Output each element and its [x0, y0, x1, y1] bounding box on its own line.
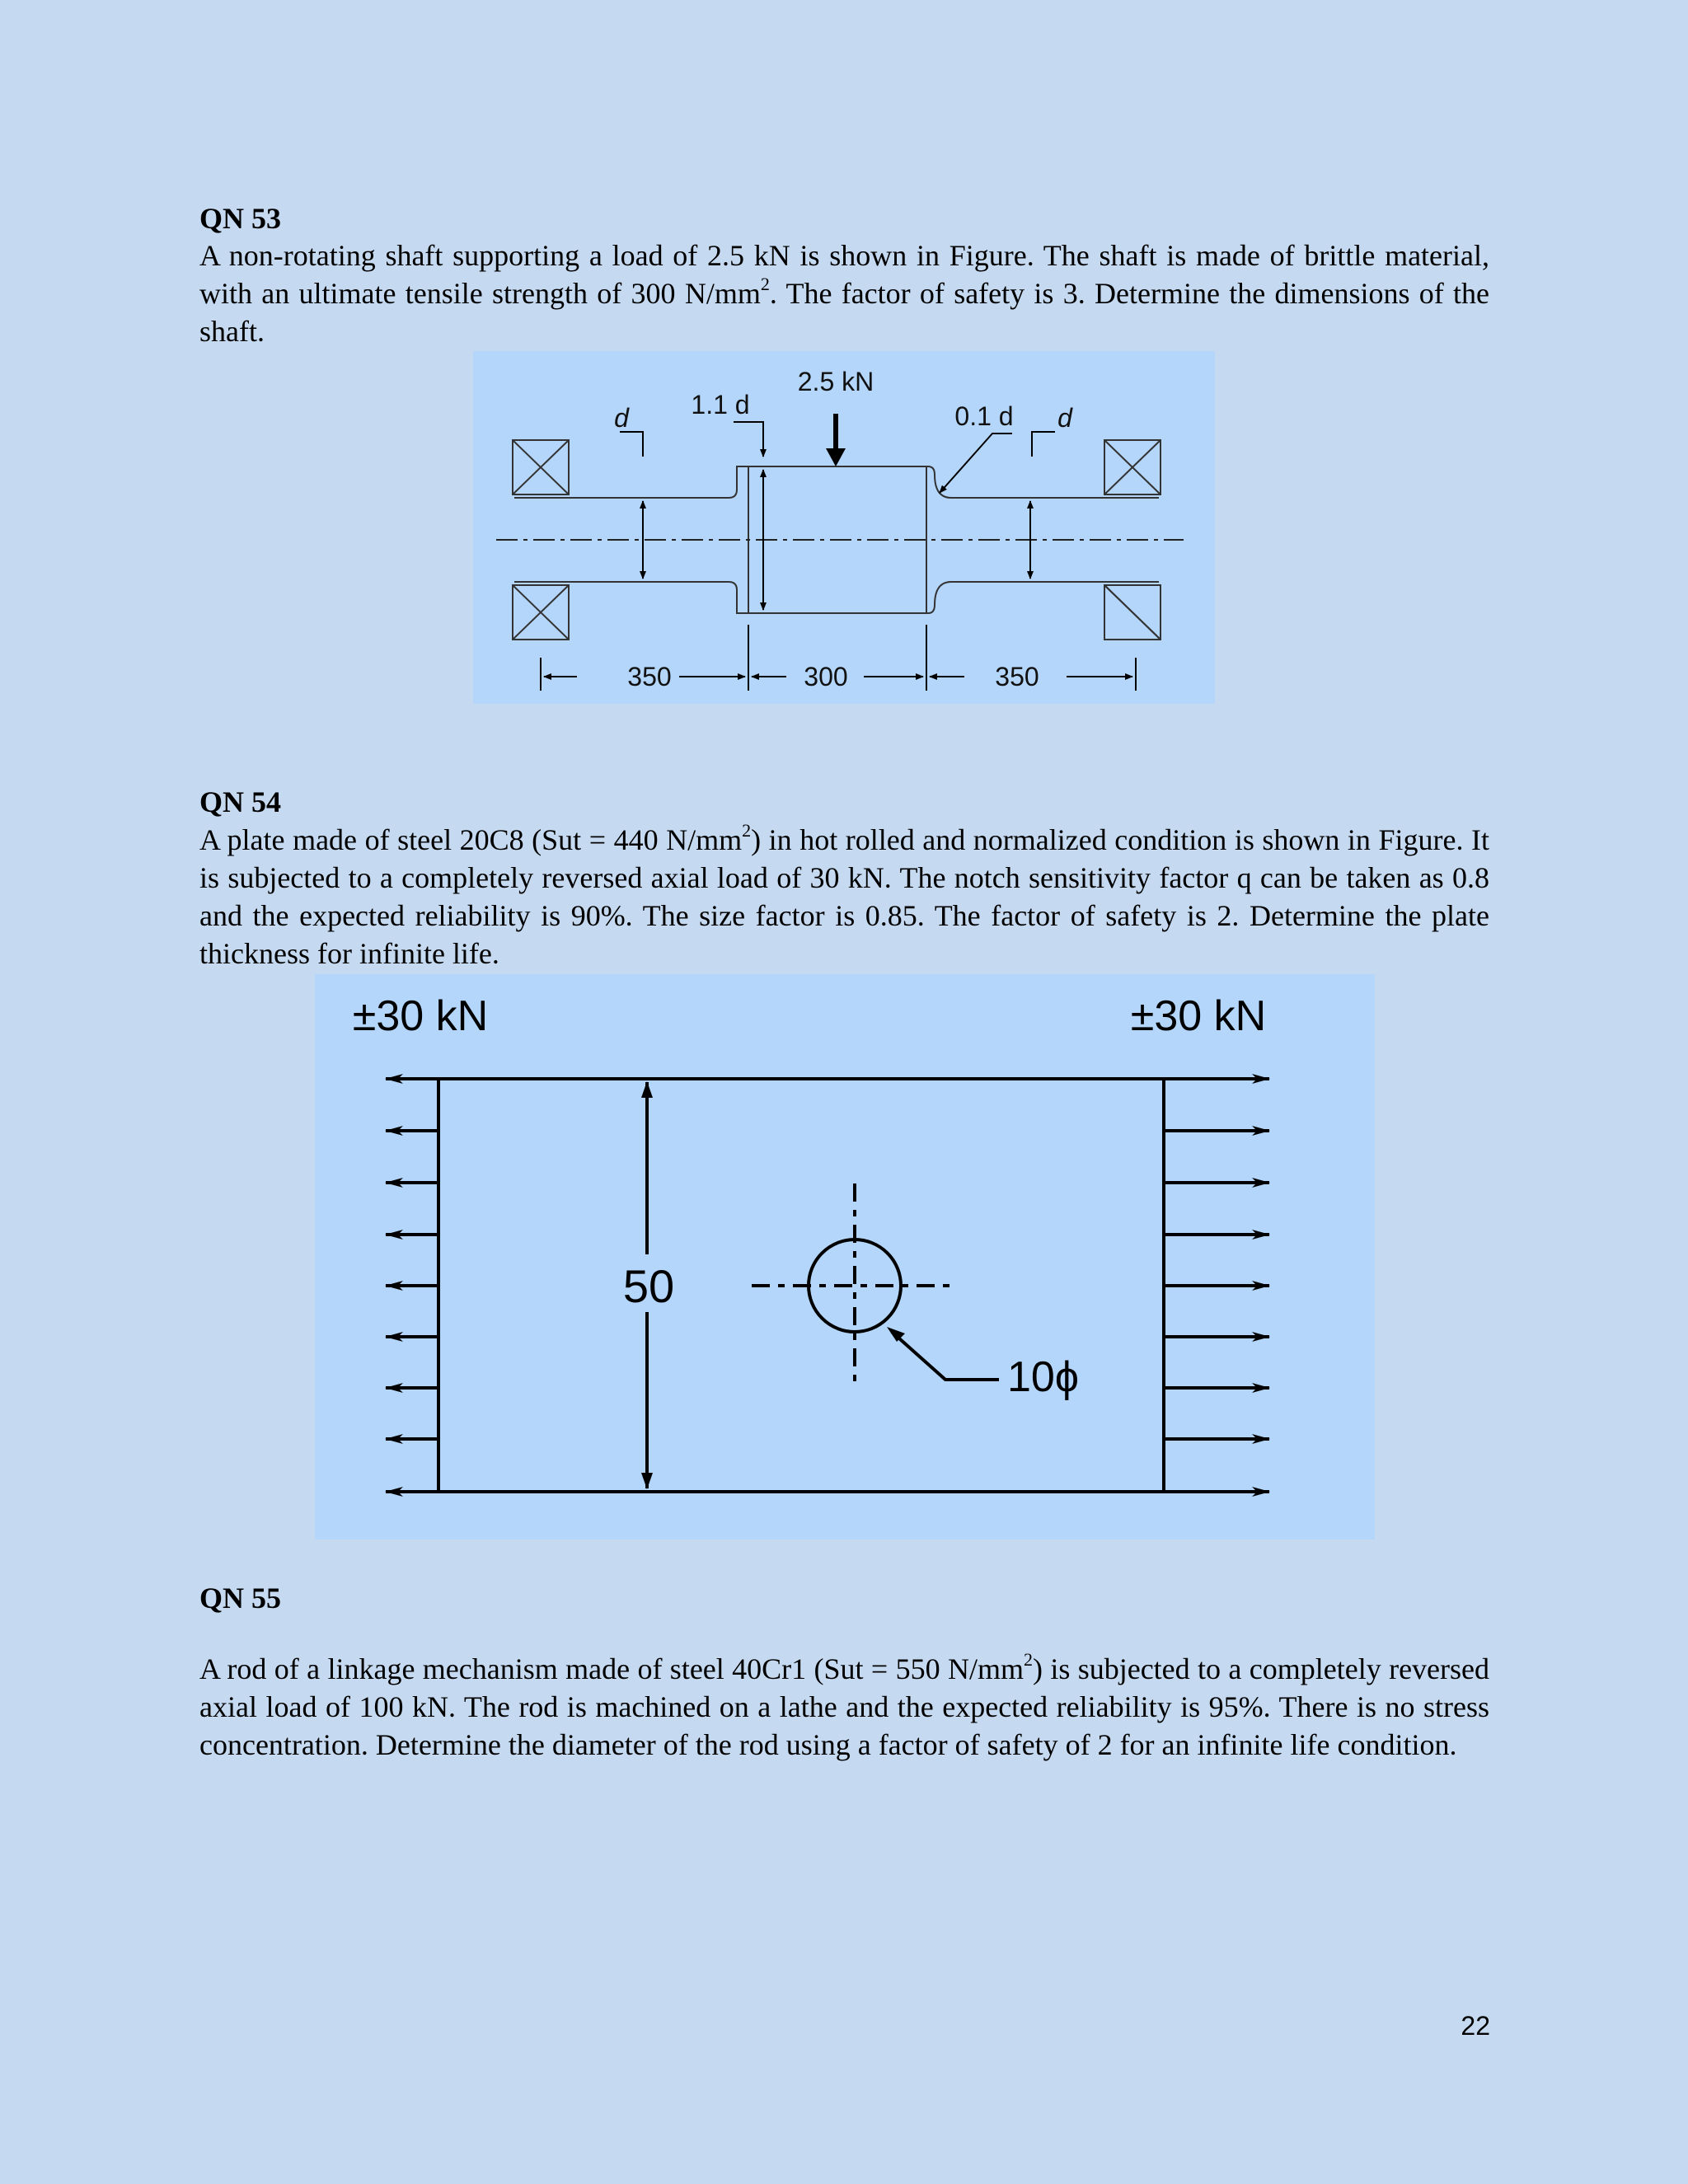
shaft-load-label: 2.5 kN: [797, 367, 874, 396]
shaft-large-dia-label: 1.1 d: [691, 390, 750, 419]
shaft-length-right: 350: [995, 662, 1039, 691]
q54-superscript: 2: [742, 820, 752, 841]
q54-text-part-b: ) in hot rolled and normalized condition is shown in Figure. It is subjected to a completely reversed axial load of 30 kN. The notch sensitivity factor q can be taken as 0.8 and the expected reliability is 90%. The size factor is 0.85. The factor of safety is 2. Determine the plate thickness for infinite life.: [199, 823, 1489, 970]
shaft-left-dia-label: d: [614, 403, 629, 433]
question-55-title: QN 55: [199, 1582, 281, 1615]
plate-load-right-label: ±30 kN: [1130, 992, 1267, 1040]
plate-width-label: 50: [622, 1260, 675, 1312]
q55-superscript: 2: [1023, 1649, 1033, 1670]
shaft-length-middle: 300: [804, 662, 848, 691]
plate-figure: [315, 974, 1375, 1540]
page-number: 22: [1461, 2011, 1490, 2041]
q55-text-part-b: ) is subjected to a completely reversed axial load of 100 kN. The rod is machined on a lathe and the expected reliability is 95%. There is no stress concentration. Determine the diameter of the rod using a factor of safety of 2 for an infinite life condition.: [199, 1652, 1489, 1761]
q53-text-part-b: . The factor of safety is 3. Determine the dimensions of the shaft.: [199, 277, 1489, 348]
q54-text-part-a: A plate made of steel 20C8 (Sut = 440 N/mm: [199, 823, 743, 856]
shaft-length-left: 350: [627, 662, 672, 691]
question-54-text: [199, 821, 1489, 972]
shaft-right-dia-label: d: [1057, 403, 1072, 433]
q55-text-part-a: A rod of a linkage mechanism made of steel 40Cr1 (Sut = 550 N/mm: [199, 1652, 1024, 1685]
question-55-text: [199, 1650, 1489, 1764]
plate-hole-label: 10ϕ: [1007, 1353, 1079, 1401]
q53-text-part-a: A non-rotating shaft supporting a load of 2.5 kN is shown in Figure. The shaft is made of brittle material, with an ultimate tensile strength of 300 N/mm: [199, 239, 1489, 310]
question-53-title: QN 53: [199, 202, 281, 235]
plate-load-left-label: ±30 kN: [352, 992, 489, 1040]
question-53-text: [199, 237, 1489, 350]
shaft-fillet-label: 0.1 d: [954, 401, 1014, 431]
question-54-title: QN 54: [199, 785, 281, 818]
q53-superscript: 2: [760, 274, 770, 294]
shaft-figure: [473, 351, 1215, 704]
